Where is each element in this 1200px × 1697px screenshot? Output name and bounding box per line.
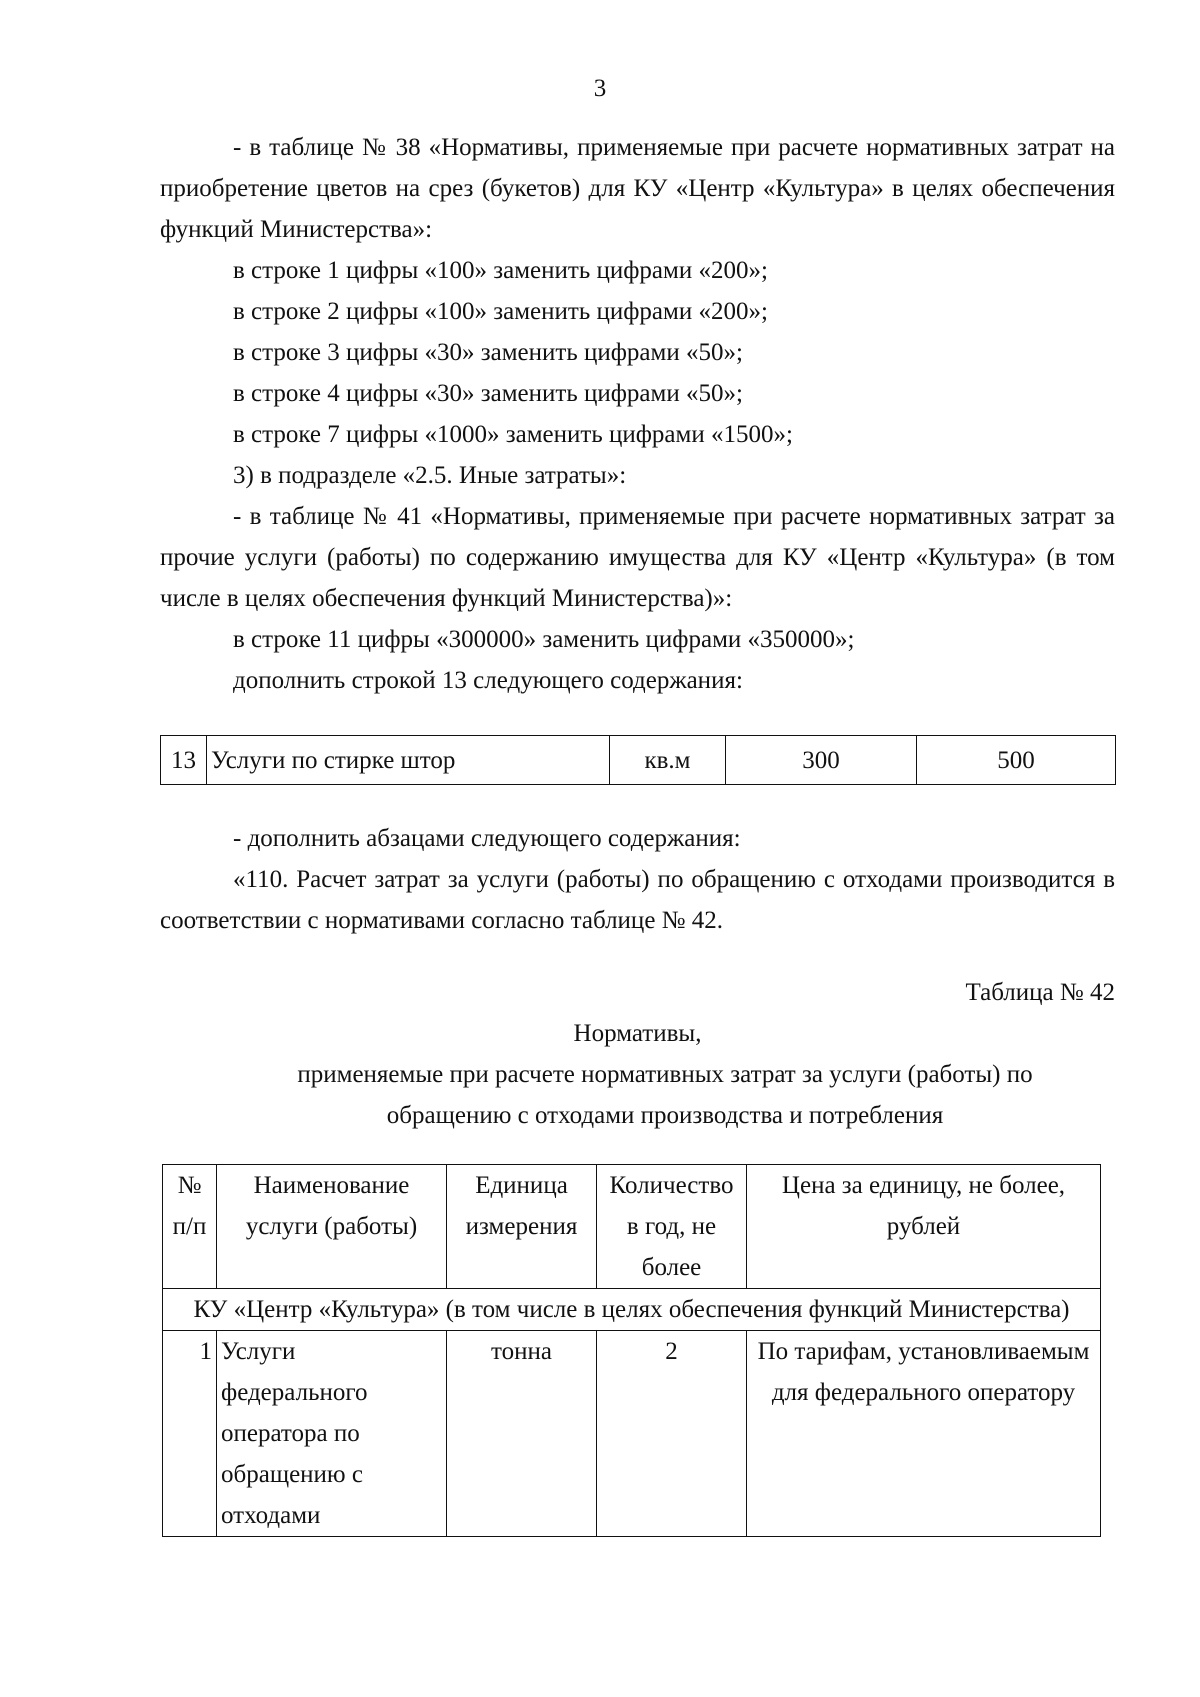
header-qty: Количество в год, не более [597, 1165, 747, 1289]
amendment-text [160, 127, 1115, 701]
header-name: Наименование услуги (работы) [217, 1165, 447, 1289]
paragraph-table38: - в таблице № 38 «Нормативы, применяемые при расчете нормативных затрат на приобретение цветов на срез (букетов) для КУ «Центр «Культура» в целях обеспечения функций Министерства»: [160, 134, 1115, 243]
row13-price: 500 [917, 736, 1116, 785]
row1-num: 1 [163, 1331, 217, 1537]
table42-header-row [163, 1165, 1101, 1289]
row1-qty: 2 [597, 1331, 747, 1537]
paragraph-row3: в строке 3 цифры «30» заменить цифрами «50»; [233, 339, 743, 366]
row13-qty: 300 [726, 736, 917, 785]
table-row [161, 736, 1116, 785]
table42-group-row [163, 1289, 1101, 1331]
row13-unit: кв.м [610, 736, 726, 785]
table42-subtitle: применяемые при расчете нормативных затрат за услуги (работы) по обращению с отходами производства и потребления [297, 1061, 1033, 1129]
header-unit: Единица измерения [447, 1165, 597, 1289]
paragraph-110: «110. Расчет затрат за услуги (работы) по обращению с отходами производится в соответствии с нормативами согласно таблице № 42. [160, 866, 1115, 934]
paragraph-row1: в строке 1 цифры «100» заменить цифрами «200»; [233, 257, 768, 284]
row13-table [160, 735, 1116, 785]
header-price: Цена за единицу, не более, рублей [747, 1165, 1101, 1289]
table42-title: Нормативы, [573, 1020, 702, 1047]
table-row [163, 1331, 1101, 1537]
table42 [162, 1164, 1101, 1537]
paragraph-row4: в строке 4 цифры «30» заменить цифрами «50»; [233, 380, 743, 407]
paragraph-row7: в строке 7 цифры «1000» заменить цифрами «1500»; [233, 421, 793, 448]
group-row-label: КУ «Центр «Культура» (в том числе в целях обеспечения функций Министерства) [163, 1289, 1101, 1331]
paragraph-row11: в строке 11 цифры «300000» заменить цифрами «350000»; [233, 626, 855, 653]
paragraph-add-row13: дополнить строкой 13 следующего содержания: [233, 667, 743, 694]
table42-number: Таблица № 42 [965, 979, 1115, 1006]
row1-price: По тарифам, установливаемым для федерального оператору [747, 1331, 1101, 1537]
page-number: 3 [593, 75, 607, 102]
paragraph-subsection: 3) в подразделе «2.5. Иные затраты»: [233, 462, 627, 489]
addition-text [160, 818, 1115, 941]
header-num: № п/п [163, 1165, 217, 1289]
row13-name: Услуги по стирке штор [207, 736, 610, 785]
row1-name: Услуги федерального оператора по обращению с отходами [217, 1331, 447, 1537]
paragraph-row2: в строке 2 цифры «100» заменить цифрами «200»; [233, 298, 768, 325]
row1-unit: тонна [447, 1331, 597, 1537]
row13-num: 13 [161, 736, 207, 785]
paragraph-add-text: - дополнить абзацами следующего содержания: [233, 825, 741, 852]
paragraph-table41: - в таблице № 41 «Нормативы, применяемые при расчете нормативных затрат за прочие услуги (работы) по содержанию имущества для КУ «Центр «Культура» (в том числе в целях обеспечения функций Министерства)»: [160, 503, 1115, 612]
